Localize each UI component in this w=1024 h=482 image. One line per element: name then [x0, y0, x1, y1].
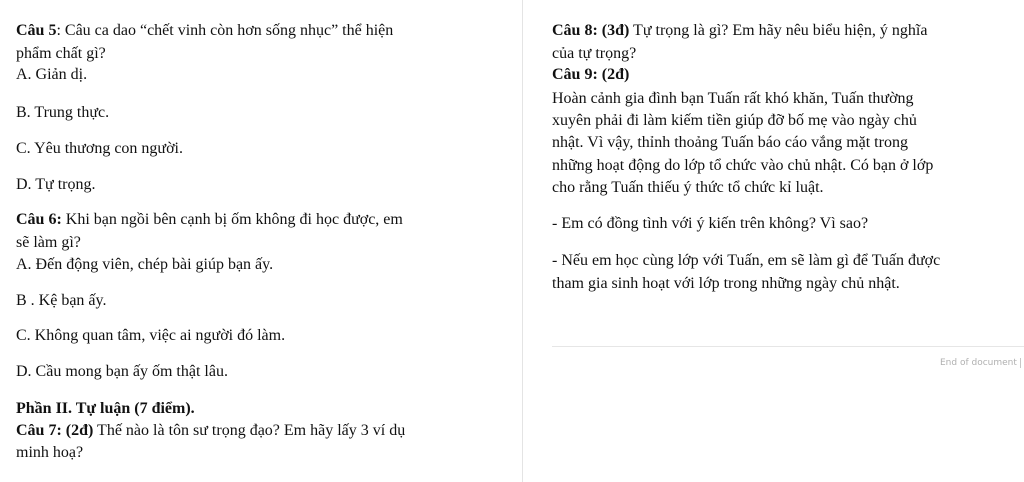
question-6-option-b: B . Kệ bạn ấy. [16, 292, 107, 309]
question-6-option-d: D. Cầu mong bạn ấy ốm thật lâu. [16, 363, 228, 380]
question-7-label: Câu 7: (2đ) [16, 422, 94, 439]
question-5-line-1: Câu 5: Câu ca dao “chết vinh còn hơn sống nhục” thể hiện [16, 22, 394, 39]
question-9-text-line-5: cho rằng Tuấn thiếu ý thức tổ chức kỉ luật. [552, 179, 824, 196]
question-6-option-a: A. Đến động viên, chép bài giúp bạn ấy. [16, 256, 274, 273]
document-page-right [524, 0, 1024, 482]
question-5-option-a: A. Giản dị. [16, 66, 88, 83]
question-6-line-2: sẽ làm gì? [16, 234, 81, 251]
question-5-option-b: B. Trung thực. [16, 104, 110, 121]
question-7-line-2: minh hoạ? [16, 444, 84, 461]
question-9-label: Câu 9: (2đ) [552, 66, 630, 83]
question-9-text-line-1: Hoàn cảnh gia đình bạn Tuấn rất khó khăn, Tuấn thường [552, 90, 914, 107]
question-8-line-1: Câu 8: (3đ) Tự trọng là gì? Em hãy nêu biểu hiện, ý nghĩa [552, 22, 928, 39]
page-divider [522, 0, 523, 482]
question-8-label: Câu 8: (3đ) [552, 22, 630, 39]
question-9-text-line-4: những hoạt động do lớp tổ chức vào chủ nhật. Có bạn ở lớp [552, 157, 934, 174]
question-9-sub-question-1: - Em có đồng tình với ý kiến trên không? Vì sao? [552, 215, 869, 232]
question-5-line-2: phẩm chất gì? [16, 45, 106, 62]
question-6-label: Câu 6: [16, 211, 62, 228]
question-9-text-line-2: xuyên phải đi làm kiếm tiền giúp đỡ bố mẹ vào ngày chủ [552, 112, 917, 129]
end-marker [1020, 358, 1021, 368]
question-9-sub-question-2-line-1: - Nếu em học cùng lớp với Tuấn, em sẽ làm gì để Tuấn được [552, 252, 941, 269]
part-2-heading: Phần II. Tự luận (7 điểm). [16, 400, 195, 417]
question-5-option-d: D. Tự trọng. [16, 176, 96, 193]
end-of-document-label: End of document [940, 358, 1017, 368]
question-7-line-1: Câu 7: (2đ) Thế nào là tôn sư trọng đạo? Em hãy lấy 3 ví dụ [16, 422, 406, 439]
question-6-line-1: Câu 6: Khi bạn ngồi bên cạnh bị ốm không đi học được, em [16, 211, 403, 228]
question-5-label: Câu 5 [16, 22, 57, 39]
question-6-option-c: C. Không quan tâm, việc ai người đó làm. [16, 327, 286, 344]
question-8-line-2: của tự trọng? [552, 45, 637, 62]
question-9-text-line-3: nhật. Vì vậy, thỉnh thoảng Tuấn báo cáo vắng mặt trong [552, 134, 908, 151]
end-divider [552, 346, 1024, 347]
question-9-sub-question-2-line-2: tham gia sinh hoạt với lớp trong những ngày chủ nhật. [552, 275, 900, 292]
question-5-option-c: C. Yêu thương con người. [16, 140, 183, 157]
